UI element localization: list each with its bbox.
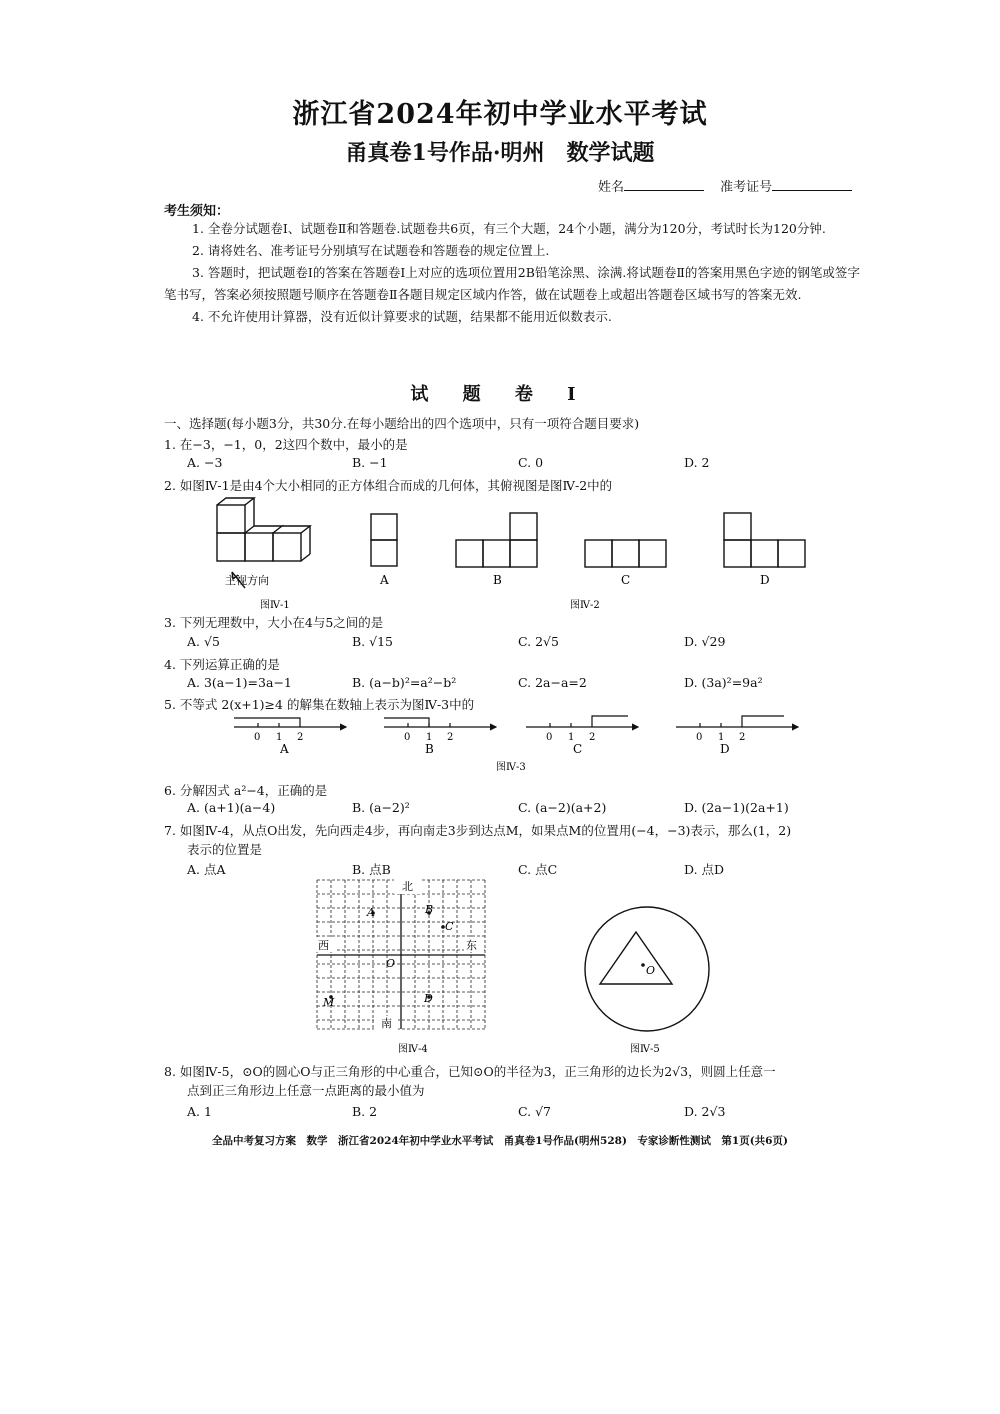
q6-option-a[interactable]: A. (a+1)(a−4) [187,800,276,815]
numline-d-tick-1: 1 [718,732,725,743]
option-d-view [724,513,805,567]
q7-option-c[interactable]: C. 点C [518,862,558,877]
q1-option-c[interactable]: C. 0 [518,455,544,470]
q8-option-a[interactable]: A. 1 [187,1104,212,1119]
q3-option-a[interactable]: A. √5 [187,634,220,649]
numline-a-tick-1: 1 [276,732,283,743]
name-blank[interactable] [624,178,704,191]
q1-option-a[interactable]: A. −3 [187,455,223,470]
numline-c-tick-2: 2 [589,732,596,743]
q8-stem-line1: 8. 如图Ⅳ-5，⊙O的圆心O与正三角形的中心重合，已知⊙O的半径为3，正三角形的边长为2√3，则圆上任意一 [164,1064,776,1079]
q3-stem: 3. 下列无理数中，大小在4与5之间的是 [164,615,384,630]
notice-item-1: 1. 全卷分试题卷Ⅰ、试题卷Ⅱ和答题卷.试题卷共6页，有三个大题，24个小题，满分为120分，考试时长为120分钟. [192,221,826,236]
numline-c-tick-0: 0 [546,732,553,743]
fig-iv3-label: 图Ⅳ-3 [496,762,526,773]
q5-label-c[interactable]: C [573,742,583,756]
view-direction-label: 主视方向 [225,574,269,587]
q3-option-d[interactable]: D. √29 [684,634,726,649]
q7-option-b[interactable]: B. 点B [352,862,391,877]
q8-option-d[interactable]: D. 2√3 [684,1104,726,1119]
q3-option-b[interactable]: B. √15 [352,634,394,649]
numline-a-tick-2: 2 [297,732,304,743]
numline-c-tick-1: 1 [568,732,575,743]
q5-label-b[interactable]: B [425,742,434,756]
option-c-view [585,540,666,567]
q2-label-a[interactable]: A [380,573,389,587]
point-b-label: B [425,903,434,916]
page-footer: 全品中考复习方案 数学 浙江省2024年初中学业水平考试 甬真卷1号作品(明州528) 专家诊断性测试 第1页(共6页) [212,1135,788,1147]
point-a-label: A [367,906,375,919]
q1-option-d[interactable]: D. 2 [684,455,710,470]
center-o-label: O [646,964,656,977]
notice-list [164,218,860,328]
point-o-label: O [386,957,396,970]
q2-stem: 2. 如图Ⅳ-1是由4个大小相同的正方体组合而成的几何体，其俯视图是图Ⅳ-2中的 [164,478,613,493]
name-label: 姓名 [598,180,625,195]
q7-option-d[interactable]: D. 点D [684,862,725,877]
point-c-label: C [445,920,454,933]
fig-iv4-grid [310,878,500,1058]
notice-heading: 考生须知： [164,204,230,219]
q2-figures [200,496,820,616]
q7-stem-line1: 7. 如图Ⅳ-4，从点O出发，先向西走4步，再向南走3步到达点M，如果点M的位置用(−4，−3)表示，那么(1，2) [164,823,792,838]
numline-c [526,716,638,727]
north-label: 北 [402,880,413,893]
numline-b-tick-2: 2 [447,732,454,743]
name-id-bar [598,176,852,195]
q6-option-d[interactable]: D. (2a−1)(2a+1) [684,800,789,815]
id-label: 准考证号 [720,180,773,195]
notice-item-4: 4. 不允许使用计算器，没有近似计算要求的试题，结果都不能用近似数表示. [192,309,612,324]
q4-option-c[interactable]: C. 2a−a=2 [518,675,587,690]
point-d-label: D [424,992,433,1005]
q6-option-c[interactable]: C. (a−2)(a+2) [518,800,607,815]
notice-item-2: 2. 请将姓名、准考证号分别填写在试题卷和答题卷的规定位置上. [192,243,550,258]
q8-option-b[interactable]: B. 2 [352,1104,378,1119]
q4-stem: 4. 下列运算正确的是 [164,657,280,672]
numline-a [234,718,346,727]
center-o-dot [641,963,645,967]
west-label: 西 [318,939,329,952]
point-m-label: M [323,996,335,1009]
fig-iv5-circle-triangle [580,905,720,1060]
q2-label-d[interactable]: D [760,573,770,587]
section-title: 试 题 卷 Ⅰ [410,384,590,405]
q6-stem: 6. 分解因式 a²−4，正确的是 [164,783,328,798]
numline-d-tick-0: 0 [696,732,703,743]
q6-option-b[interactable]: B. (a−2)² [352,800,410,815]
numline-b [384,718,496,727]
q7-stem-line2: 表示的位置是 [187,842,263,857]
option-b-view [456,513,537,567]
fig-iv1-label: 图Ⅳ-1 [260,600,290,611]
east-label: 东 [466,939,477,952]
option-a-view [371,514,397,566]
numline-d [676,716,798,727]
equilateral-triangle [600,932,672,984]
q8-stem-line2: 点到正三角形边上任意一点距离的最小值为 [187,1083,425,1098]
q5-label-d[interactable]: D [720,742,730,756]
id-blank[interactable] [772,178,852,191]
q4-option-d[interactable]: D. (3a)²=9a² [684,675,763,690]
south-label: 南 [381,1017,392,1030]
q4-option-a[interactable]: A. 3(a−1)=3a−1 [187,675,292,690]
q1-stem: 1. 在−3，−1，0，2这四个数中，最小的是 [164,437,408,452]
q5-stem: 5. 不等式 2(x+1)≥4 的解集在数轴上表示为图Ⅳ-3中的 [164,697,475,712]
q7-option-a[interactable]: A. 点A [187,862,226,877]
section1-heading: 一、选择题(每小题3分，共30分.在每小题给出的四个选项中，只有一项符合题目要求) [164,416,640,431]
numline-a-tick-0: 0 [254,732,261,743]
numline-b-tick-0: 0 [404,732,411,743]
q2-label-b[interactable]: B [493,573,502,587]
q4-option-b[interactable]: B. (a−b)²=a²−b² [352,675,457,690]
numline-b-tick-1: 1 [426,732,433,743]
q5-label-a[interactable]: A [280,742,289,756]
q3-option-c[interactable]: C. 2√5 [518,634,559,649]
q8-option-c[interactable]: C. √7 [518,1104,551,1119]
q1-option-b[interactable]: B. −1 [352,455,388,470]
q2-label-c[interactable]: C [621,573,631,587]
fig-iv5-label: 图Ⅳ-5 [630,1044,660,1055]
fig-iv2-label: 图Ⅳ-2 [570,600,600,611]
exam-title: 浙江省2024年初中学业水平考试 [292,99,708,130]
fig-iv4-label: 图Ⅳ-4 [398,1044,428,1055]
numline-d-tick-2: 2 [739,732,746,743]
q5-number-lines [228,710,808,776]
notice-item-3: 3. 答题时，把试题卷Ⅰ的答案在答题卷Ⅰ上对应的选项位置用2B铅笔涂黑、涂满.将试题卷Ⅱ的答案用黑色字迹的钢笔或签字笔书写，答案必须按照题号顺序在答题卷Ⅱ各题目规定区域内作答，做在试题卷上或超出答题卷区域书写的答案无效. [164,265,860,302]
exam-subtitle: 甬真卷1号作品·明州 数学试题 [345,140,655,166]
